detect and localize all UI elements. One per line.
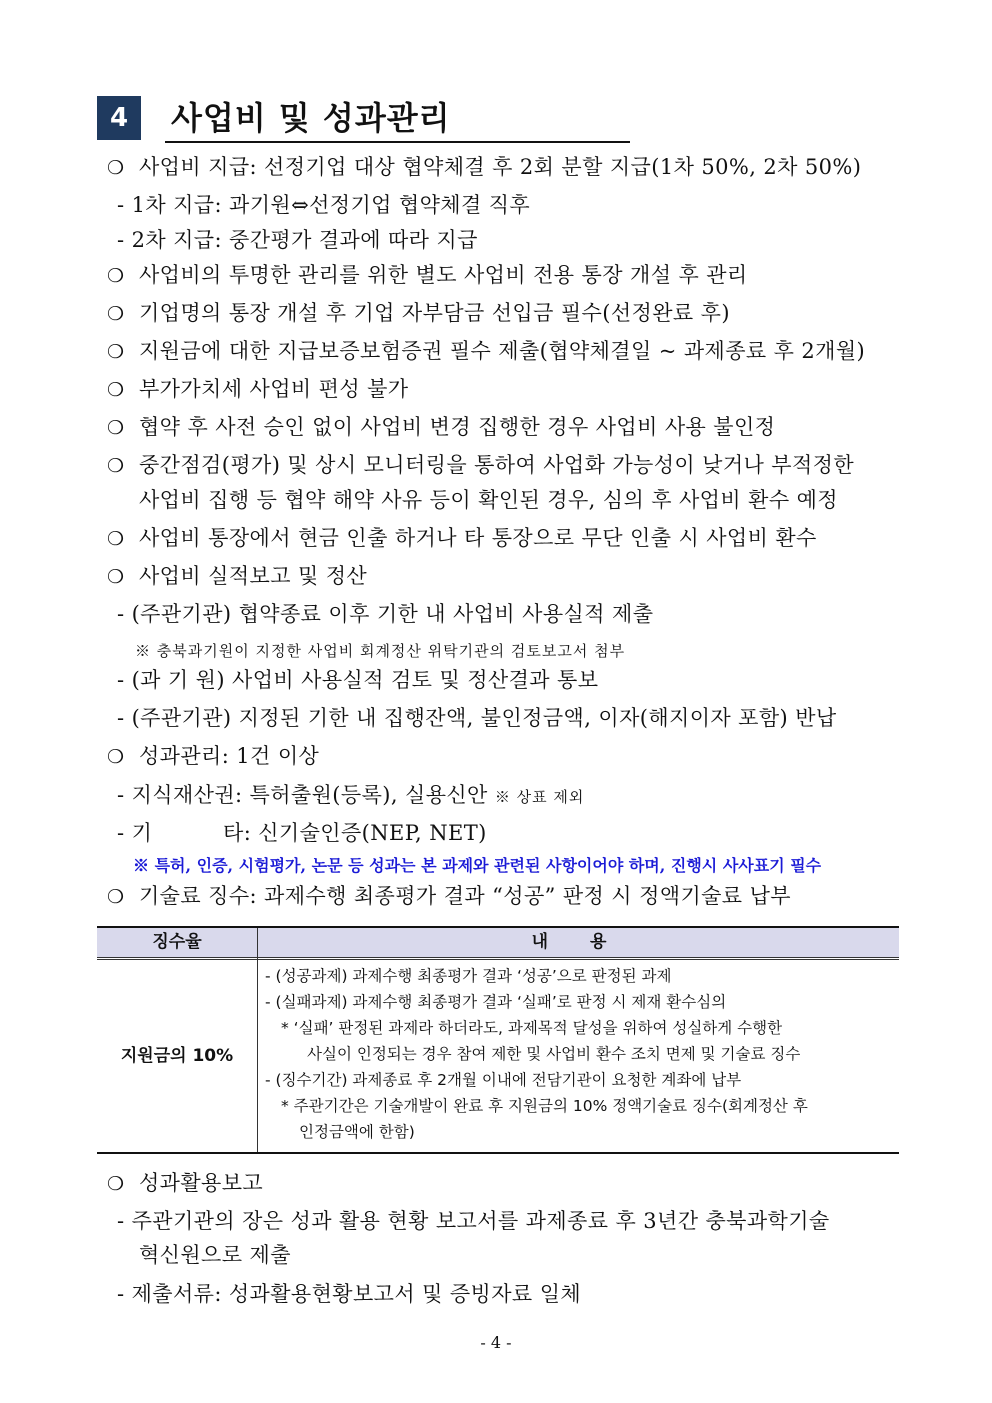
table-cell-rate: 지원금의 10% xyxy=(120,1046,234,1066)
bullet-item xyxy=(107,742,319,771)
section-number-badge: 4 xyxy=(97,96,141,140)
section-title: 사업비 및 성과관리 xyxy=(171,99,451,137)
section-header xyxy=(97,96,630,144)
bullet-mark: ❍ xyxy=(107,417,125,439)
bullet-item xyxy=(107,375,408,404)
bullet-text: 협약 후 사전 승인 없이 사업비 변경 집행한 경우 사업비 사용 불인정 xyxy=(139,415,776,439)
sub-item: - (주관기관) 협약종료 이후 기한 내 사업비 사용실적 제출 xyxy=(117,602,654,626)
bullet-item xyxy=(107,413,775,442)
table-cell-line: * 주관기간은 기술개발이 완료 후 지원금의 10% 정액기술료 징수(회계정산 후 xyxy=(281,1097,808,1115)
reference-note: ※ 충북과기원이 지정한 사업비 회계정산 위탁기관의 검토보고서 첨부 xyxy=(135,642,626,660)
bullet-text: 사업비의 투명한 관리를 위한 별도 사업비 전용 통장 개설 후 관리 xyxy=(139,263,748,287)
bullet-item xyxy=(107,451,854,480)
sub-item: - (주관기관) 지정된 기한 내 집행잔액, 불인정금액, 이자(해지이자 포함) 반납 xyxy=(117,706,837,730)
bullet-item xyxy=(107,299,730,328)
bullet-text: 기업명의 통장 개설 후 기업 자부담금 선입금 필수(선정완료 후) xyxy=(139,301,730,325)
bullet-mark: ❍ xyxy=(107,303,125,325)
table-cell-line: * ‘실패’ 판정된 과제라 하더라도, 과제목적 달성을 위하여 성실하게 수행한 xyxy=(281,1019,783,1037)
bullet-text: 성과관리: 1건 이상 xyxy=(139,744,320,768)
bullet-text: 사업비 통장에서 현금 인출 하거나 타 통장으로 무단 인출 시 사업비 환수 xyxy=(139,526,817,550)
bullet-mark: ❍ xyxy=(107,528,125,550)
table-header-divider xyxy=(97,957,899,958)
bullet-item xyxy=(107,1169,263,1198)
table-cell-line: 사실이 인정되는 경우 참여 제한 및 사업비 환수 조치 면제 및 기술료 징수 xyxy=(307,1045,801,1063)
table-cell-line: - (징수기간) 과제종료 후 2개월 이내에 전담기관이 요청한 계좌에 납부 xyxy=(265,1071,742,1089)
bullet-text: 중간점검(평가) 및 상시 모니터링을 통하여 사업화 가능성이 낮거나 부적정한 xyxy=(139,453,855,477)
bullet-item xyxy=(107,562,367,591)
table-cell-line: - (실패과제) 과제수행 최종평가 결과 ‘실패’로 판정 시 제재 환수심의 xyxy=(265,993,727,1011)
bullet-mark: ❍ xyxy=(107,455,125,477)
sub-item: - 1차 지급: 과기원⇔선정기업 협약체결 직후 xyxy=(117,193,531,217)
bullet-mark: ❍ xyxy=(107,566,125,588)
bullet-mark: ❍ xyxy=(107,379,125,401)
bullet-mark: ❍ xyxy=(107,886,125,908)
bullet-text: 기술료 징수: 과제수행 최종평가 결과 “성공” 판정 시 정액기술료 납부 xyxy=(139,884,791,908)
table-header-row xyxy=(97,928,899,957)
sub-item: - (과 기 원) 사업비 사용실적 검토 및 정산결과 통보 xyxy=(117,668,599,692)
sub-item-text: - 지식재산권: 특허출원(등록), 실용신안 xyxy=(117,783,488,807)
sub-item: - 기 타: 신기술인증(NEP, NET) xyxy=(117,821,487,845)
bullet-item xyxy=(107,261,748,290)
bullet-item xyxy=(107,524,817,553)
bullet-mark: ❍ xyxy=(107,1173,125,1195)
table-cell-line: - (성공과제) 과제수행 최종평가 결과 ‘성공’으로 판정된 과제 xyxy=(265,967,672,985)
bullet-text: 사업비 지급: 선정기업 대상 협약체결 후 2회 분할 지급(1차 50%, 2차 50%) xyxy=(139,155,862,179)
bullet-mark: ❍ xyxy=(107,157,125,179)
bullet-item xyxy=(107,337,865,366)
bullet-text: 지원금에 대한 지급보증보험증권 필수 제출(협약체결일 ~ 과제종료 후 2개월) xyxy=(139,339,866,363)
table-column-divider xyxy=(257,928,258,1153)
sub-item: - 주관기관의 장은 성과 활용 현황 보고서를 과제종료 후 3년간 충북과학기술 xyxy=(117,1209,830,1233)
table-header-rate: 징수율 xyxy=(152,932,202,952)
bullet-continuation: 사업비 집행 등 협약 해약 사유 등이 확인된 경우, 심의 후 사업비 환수 예정 xyxy=(139,488,838,512)
table-bottom-border xyxy=(97,1152,899,1154)
sub-item xyxy=(117,781,584,811)
bullet-text: 부가가치세 사업비 편성 불가 xyxy=(139,377,409,401)
bullet-mark: ❍ xyxy=(107,746,125,768)
sub-item: - 2차 지급: 중간평가 결과에 따라 지급 xyxy=(117,228,478,252)
royalty-table xyxy=(97,926,899,1154)
bullet-mark: ❍ xyxy=(107,265,125,287)
bullet-text: 사업비 실적보고 및 정산 xyxy=(139,564,368,588)
sub-item: - 제출서류: 성과활용현황보고서 및 증빙자료 일체 xyxy=(117,1282,582,1306)
bullet-mark: ❍ xyxy=(107,341,125,363)
sub-item-continuation: 혁신원으로 제출 xyxy=(139,1243,291,1267)
highlight-note: ※ 특허, 인증, 시험평가, 논문 등 성과는 본 과제와 관련된 사항이어야 하며, 진행시 사사표기 필수 xyxy=(133,856,822,875)
section-title-underline xyxy=(165,141,630,143)
table-cell-line: 인정금액에 한함) xyxy=(299,1123,415,1141)
bullet-text: 성과활용보고 xyxy=(139,1171,264,1195)
table-header-content: 내 용 xyxy=(531,932,625,952)
page-number: - 4 - xyxy=(480,1333,512,1352)
inline-note: ※ 상표 제외 xyxy=(494,788,585,806)
bullet-item xyxy=(107,153,861,182)
bullet-item xyxy=(107,882,791,911)
